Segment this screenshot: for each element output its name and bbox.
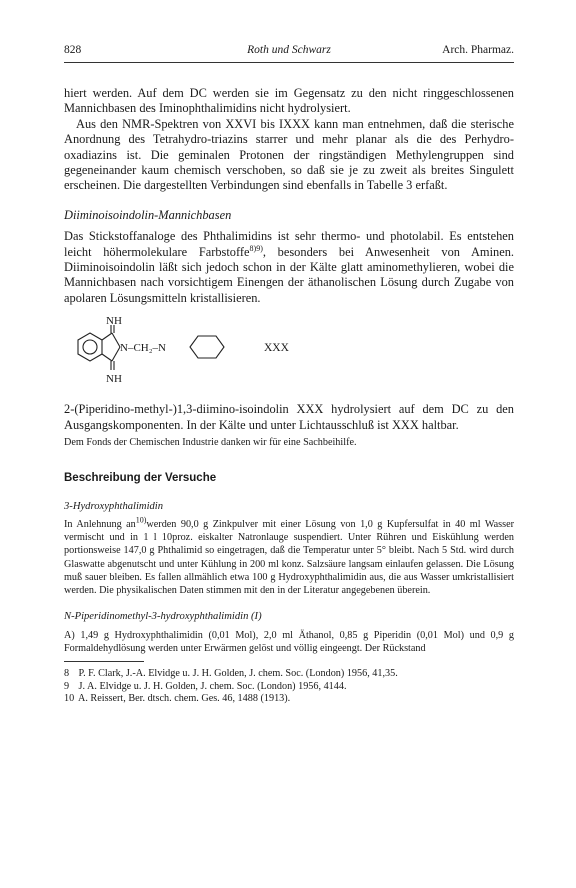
footnotes — [64, 668, 514, 706]
paragraph-continuation: hiert werden. Auf dem DC werden sie im Gegensatz zu den nicht ringgeschlossenen Mannichbasen des Iminophthalimidins nicht hydrolysiert. — [64, 86, 514, 116]
journal-name: Arch. Pharmaz. — [442, 44, 514, 56]
benzene-ring — [78, 333, 102, 361]
subheading-hydroxyphthalimidin: 3-Hydroxyphthalimidin — [64, 500, 164, 512]
footnote-text: P. F. Clark, J.-A. Elvidge u. J. H. Golden, J. chem. Soc. (London) 1956, 41,35. — [78, 667, 398, 679]
page-number: 828 — [64, 44, 82, 56]
footnote-item — [64, 681, 514, 694]
footnote-text: A. Reissert, Ber. dtsch. chem. Ges. 46, 1488 (1913). — [77, 693, 291, 705]
paragraph-diimino — [64, 229, 514, 306]
structure-diagram — [64, 314, 514, 398]
paragraph-diimino-text-a: Das Stickstoffanaloge des Phthalimidins ist sehr thermo- und photolabil. Es entstehen leicht höhermolekulare Farbstoffe — [64, 229, 514, 259]
experimental-text-b: werden 90,0 g Zinkpulver mit einer Lösung von 1,0 g Kupfersulfat in 40 ml Wasser vermischt und in 1 l 10proz. eiskalter Natronlauge suspendiert. Unter Rühren und Eiskühlung werden portionsweise 147,0 g Phthalimid so eingetragen, daß die Temperatur unter 5° bleibt. Nach 5 Std. wird durch Glaswatte abgenutscht und unter Kühlung in 200 ml konz. Salzsäure langsam einlaufen gelassen. Die Lösung muß sauer bleiben. Es fallen allmählich etwa 100 g Hydroxyphthalimidin aus, die aus Wasser umkristallisiert werden. Die physikalischen Daten stimmen mit den in der Literatur angegebenen überein. — [64, 518, 515, 596]
compound-label: XXX — [264, 342, 289, 355]
paragraph-piperidinomethyl: A) 1,49 g Hydroxyphthalimidin (0,01 Mol), 2,0 ml Äthanol, 0,85 g Piperidin (0,01 Mol) und 0,9 g Formaldehydlösung werden unter Erwärmen gelöst und völlig eingeengt. Der Rückstand — [64, 629, 514, 654]
side-chain-label: N–CH₂–N — [120, 342, 167, 355]
paragraph-diimino-text-b: , besonders bei Anwesenheit von Aminen. Diiminoisoindolin läßt sich jedoch schon in der Kälte glatt aminomethylieren, wobei die Mannichbasen nach vorsichtigem Einengen der äthanolischen Lösung durch Zugabe von apolaren Lösungsmitteln kristallisieren. — [64, 244, 514, 305]
piperidine-ring — [190, 336, 224, 358]
footnote-item — [64, 693, 514, 706]
subheading-piperidinomethyl: N-Piperidinomethyl-3-hydroxyphthalimidin (I) — [64, 611, 262, 623]
footnote-item — [64, 668, 514, 681]
imine-top-label: NH — [106, 315, 122, 328]
paragraph-hydrolysis: 2-(Piperidino-methyl-)1,3-diimino-isoindolin XXX hydrolysiert auf dem DC zu den Ausgangskomponenten. In der Kälte und unter Lichtausschluß ist XXX haltbar. — [64, 402, 514, 432]
section-heading-experimental: Beschreibung der Versuche — [64, 472, 217, 485]
page-header — [64, 44, 514, 63]
footnote-number: 10 — [64, 693, 75, 705]
acknowledgement: Dem Fonds der Chemischen Industrie danken wir für eine Sachbeihilfe. — [64, 437, 357, 449]
footnote-number: 9 — [64, 680, 70, 692]
aromatic-circle — [83, 340, 97, 354]
citation-sup-10: 10) — [135, 515, 147, 525]
paragraph-nmr: Aus den NMR-Spektren von XXVI bis IXXX kann man entnehmen, daß die sterische Anordnung des Tetrahydro-triazins starrer und mehr planar als die des Perhydro-oxadiazins ist. Die geminalen Protonen der ringständigen Methylengruppen sind gegeneinander kaum chemisch verschoben, so daß sie je zu zweit als breites Singulett erscheinen. Die dargestellten Verbindungen sind ebenfalls in Tabelle 3 erfaßt. — [64, 116, 514, 193]
footnote-number: 8 — [64, 667, 70, 679]
section-heading-diimino: Diiminoisoindolin-Mannichbasen — [64, 207, 232, 222]
footnote-rule — [64, 661, 144, 662]
imine-bottom-label: NH — [106, 373, 122, 386]
experimental-text-a: In Anlehnung an — [64, 518, 136, 530]
chemical-structure — [64, 314, 514, 398]
citation-sup: 8)9) — [249, 243, 263, 253]
footnote-text: J. A. Elvidge u. J. H. Golden, J. chem. Soc. (London) 1956, 4144. — [78, 680, 347, 692]
article-body — [64, 86, 514, 706]
paragraph-hydroxyphthalimidin — [64, 515, 515, 597]
running-title: Roth und Schwarz — [247, 44, 331, 56]
